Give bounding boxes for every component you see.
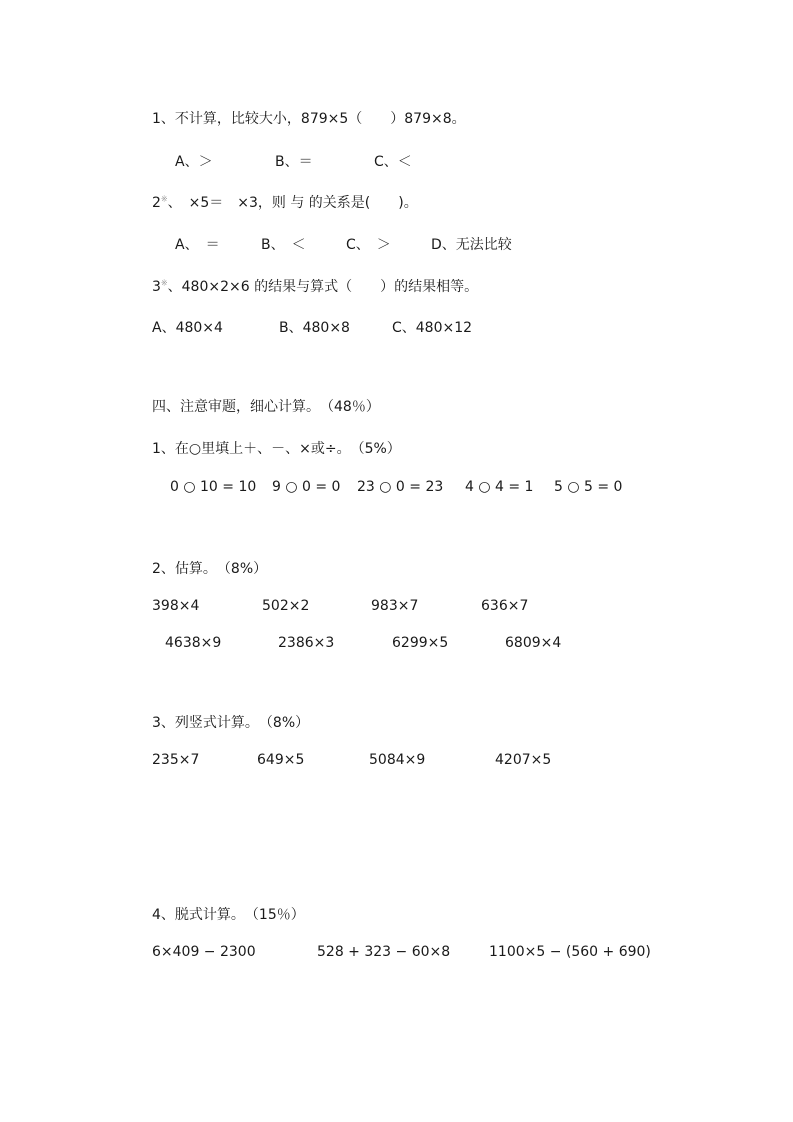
stepwise-calc-item: 6×409 − 2300 (152, 944, 256, 960)
fill-item-5: 5 ○ 5 = 0 (554, 479, 623, 495)
question-2-stem (152, 192, 418, 212)
part4-q2-title: 2、估算。 （8%） (152, 561, 268, 577)
estimate-item: 6809×4 (505, 635, 562, 651)
q3-option-b: B、480×8 (279, 320, 350, 336)
stepwise-calc-item: 1100×5 − (560 + 690) (489, 944, 651, 960)
estimate-item: 398×4 (152, 598, 200, 614)
question-number: 3 (152, 279, 161, 295)
q1-option-b: B、＝ (275, 154, 313, 170)
mark-symbol: ※ (160, 278, 168, 288)
q3-option-c: C、480×12 (392, 320, 473, 336)
fill-item-3: 23 ○ 0 = 23 (357, 479, 444, 495)
fill-item-2: 9 ○ 0 = 0 (272, 479, 341, 495)
mark-symbol: ※ (160, 194, 168, 204)
part4-q3-title: 3、列竖式计算。 （8%） (152, 715, 310, 731)
q2-option-b: B、 ＜ (261, 237, 306, 253)
estimate-item: 6299×5 (392, 635, 449, 651)
question-3-stem (152, 276, 478, 296)
q3-option-a: A、480×4 (152, 320, 223, 336)
estimate-item: 2386×3 (278, 635, 335, 651)
vertical-calc-item: 235×7 (152, 752, 200, 768)
question-number: 2 (152, 195, 161, 211)
part4-q1-title: 1、在○里填上＋、－、×或÷。 （5%） (152, 441, 401, 457)
section-4-heading: 四、注意审题，细心计算。 （48％） (152, 399, 380, 415)
estimate-item: 4638×9 (165, 635, 222, 651)
vertical-calc-item: 649×5 (257, 752, 305, 768)
fill-item-1: 0 ○ 10 = 10 (170, 479, 257, 495)
estimate-item: 983×7 (371, 598, 419, 614)
vertical-calc-item: 5084×9 (369, 752, 426, 768)
question-text: 、 ×5＝ ×3，则 与 的关系是( )。 (167, 195, 418, 211)
estimate-item: 502×2 (262, 598, 310, 614)
question-text: 、480×2×6 的结果与算式（ ）的结果相等。 (167, 279, 479, 295)
vertical-calc-item: 4207×5 (495, 752, 552, 768)
fill-item-4: 4 ○ 4 = 1 (465, 479, 534, 495)
q1-option-a: A、＞ (175, 154, 213, 170)
q2-option-a: A、 ＝ (175, 237, 220, 253)
q2-option-c: C、 ＞ (346, 237, 391, 253)
estimate-item: 636×7 (481, 598, 529, 614)
q2-option-d: D、无法比较 (431, 237, 512, 253)
q1-option-c: C、＜ (374, 154, 412, 170)
stepwise-calc-item: 528 + 323 − 60×8 (317, 944, 451, 960)
question-1-stem: 1、不计算，比较大小，879×5（ ）879×8。 (152, 111, 466, 127)
part4-q4-title: 4、脱式计算。 （15％） (152, 907, 305, 923)
